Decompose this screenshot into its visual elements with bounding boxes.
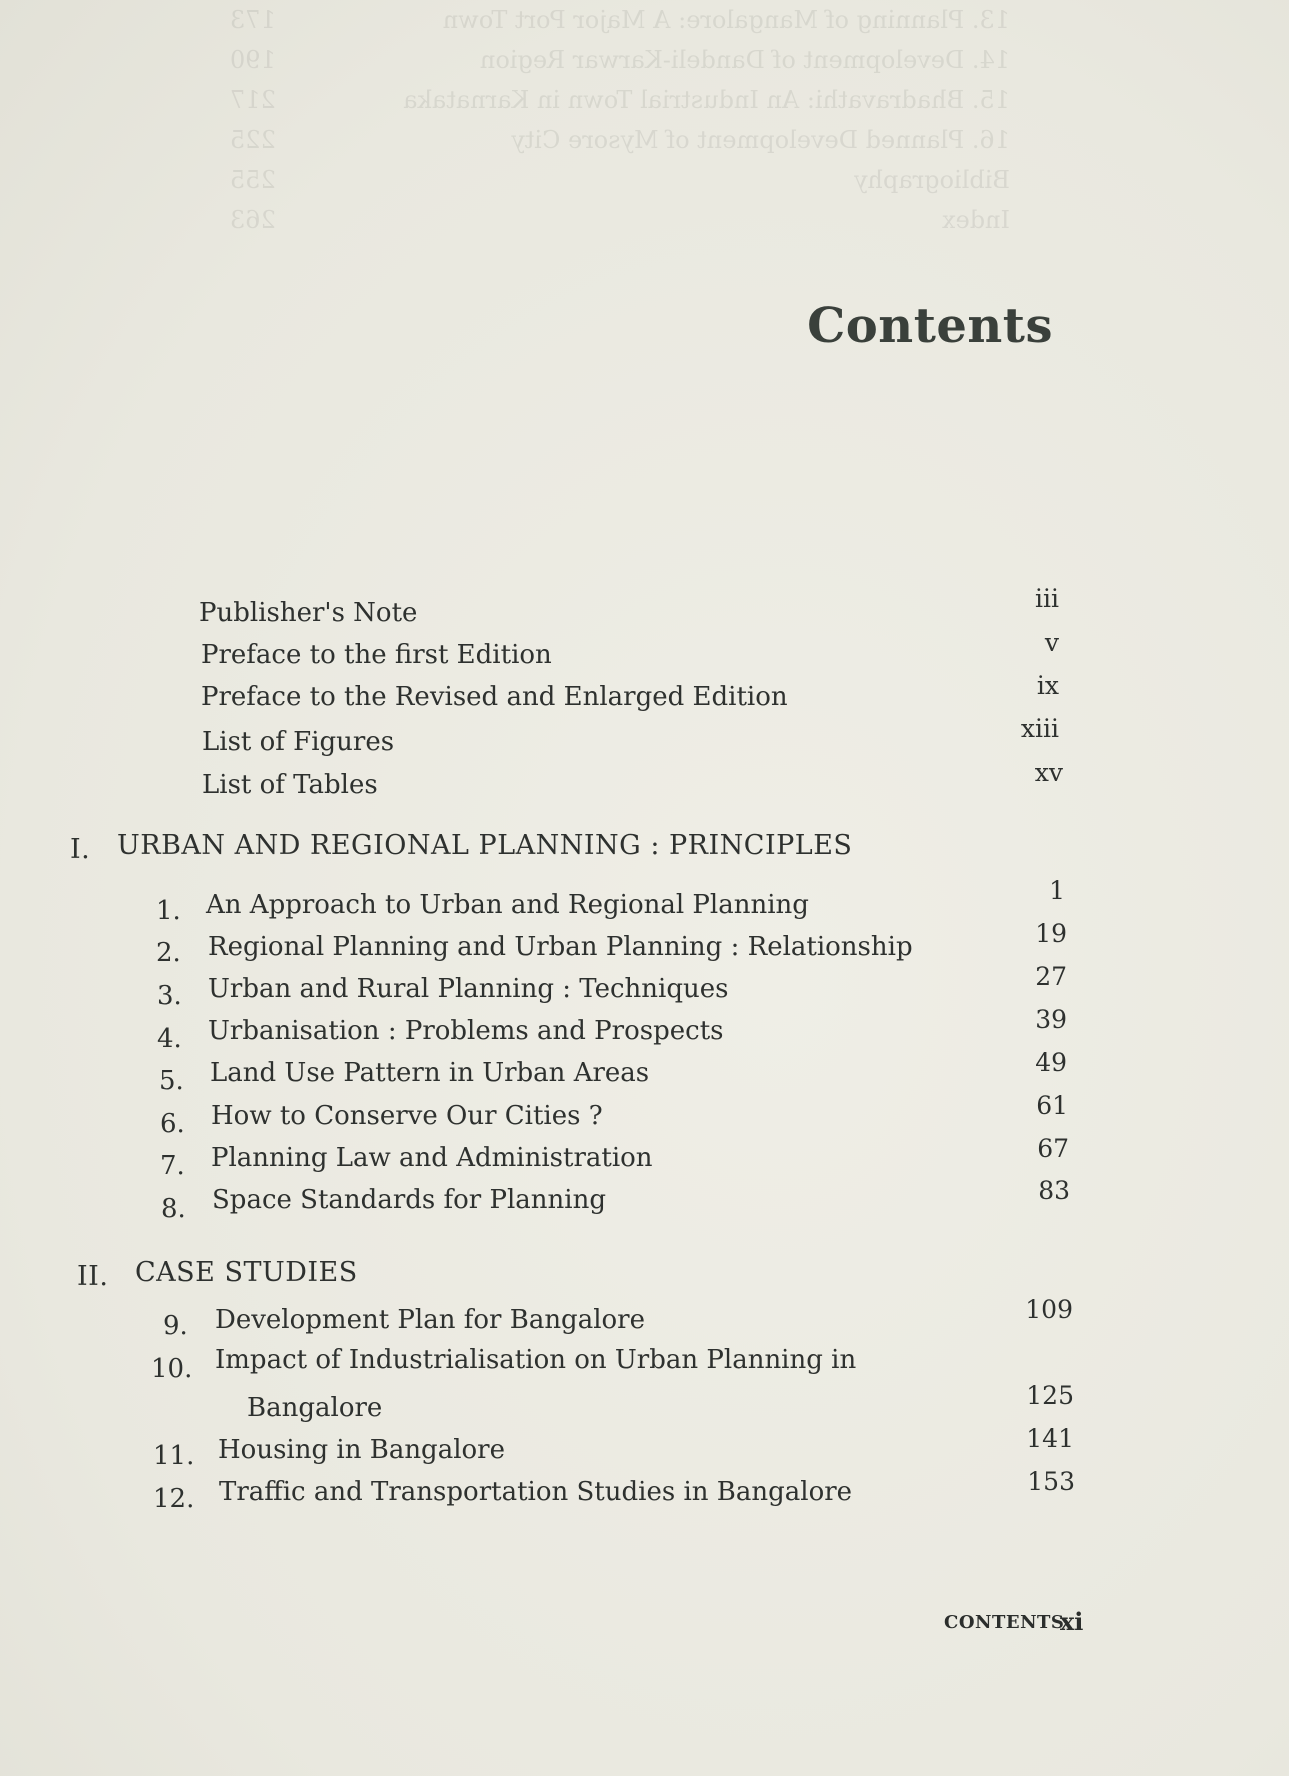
chapter-title: How to Conserve Our Cities ?	[211, 1101, 603, 1131]
chapter-number: 10.	[151, 1354, 193, 1384]
part-title: CASE STUDIES	[135, 1257, 358, 1288]
toc-entry-page: v	[1044, 628, 1059, 657]
bleed-label: 16. Planned Development of Mysore City	[511, 126, 1010, 154]
chapter-number: 9.	[163, 1311, 188, 1341]
chapter-page: 109	[1025, 1295, 1073, 1324]
chapter-page: 1	[1049, 876, 1065, 905]
chapter-title: Housing in Bangalore	[218, 1435, 505, 1465]
bleed-page: 190	[230, 46, 276, 74]
chapter-number: 11.	[153, 1441, 195, 1471]
chapter-number: 6.	[160, 1109, 185, 1139]
chapter-title: Urban and Rural Planning : Techniques	[208, 974, 729, 1004]
bleed-label: 15. Bhadravathi: An Industrial Town in Karnataka	[403, 86, 1010, 114]
bleed-label: Index	[941, 206, 1010, 234]
bleed-page: 173	[230, 6, 276, 34]
chapter-page: 39	[1035, 1005, 1067, 1034]
page-title: Contents	[807, 298, 1053, 354]
chapter-number: 7.	[160, 1151, 185, 1181]
part-numeral: II.	[77, 1261, 109, 1292]
chapter-title: Space Standards for Planning	[212, 1185, 606, 1215]
chapter-title: Regional Planning and Urban Planning : Relationship	[208, 932, 913, 962]
bleed-label: 14. Development of Dandeli-Karwar Region	[479, 46, 1010, 74]
chapter-title: An Approach to Urban and Regional Planning	[206, 890, 809, 920]
running-footer-label: CONTENTS	[944, 1612, 1065, 1633]
bleed-label: Bibliography	[854, 166, 1010, 194]
chapter-title: Urbanisation : Problems and Prospects	[208, 1016, 724, 1046]
chapter-page: 141	[1026, 1424, 1074, 1453]
chapter-page: 27	[1035, 962, 1067, 991]
chapter-page: 67	[1037, 1134, 1069, 1163]
chapter-number: 1.	[156, 896, 181, 926]
chapter-number: 8.	[161, 1194, 186, 1224]
chapter-number: 2.	[156, 938, 181, 968]
chapter-number: 5.	[159, 1066, 184, 1096]
chapter-page: 83	[1038, 1176, 1070, 1205]
chapter-title: Planning Law and Administration	[211, 1143, 653, 1173]
toc-entry-label: Publisher's Note	[199, 598, 418, 628]
chapter-page: 19	[1035, 919, 1067, 948]
running-footer-page-number: xi	[1060, 1607, 1084, 1636]
toc-entry-label: Preface to the Revised and Enlarged Edition	[201, 682, 788, 712]
chapter-title: Land Use Pattern in Urban Areas	[210, 1058, 650, 1088]
chapter-title: Traffic and Transportation Studies in Bangalore	[219, 1477, 853, 1507]
chapter-number: 4.	[157, 1024, 182, 1054]
bleed-page: 225	[230, 126, 276, 154]
toc-entry-page: ix	[1036, 671, 1059, 700]
chapter-page: 61	[1036, 1091, 1068, 1120]
toc-entry-label: Preface to the first Edition	[201, 640, 552, 670]
chapter-title: Development Plan for Bangalore	[215, 1305, 645, 1335]
chapter-number: 12.	[153, 1484, 195, 1514]
bleed-page: 263	[230, 206, 276, 234]
chapter-page: 153	[1027, 1467, 1075, 1496]
bleed-page: 255	[230, 166, 276, 194]
chapter-page: 49	[1035, 1048, 1067, 1077]
toc-entry-page: iii	[1035, 584, 1059, 613]
bleed-page: 217	[230, 86, 276, 114]
chapter-title: Impact of Industrialisation on Urban Planning in	[215, 1345, 857, 1375]
toc-entry-page: xiii	[1020, 714, 1059, 743]
chapter-page: 125	[1026, 1381, 1074, 1410]
bleed-label: 13. Planning of Mangalore: A Major Port Town	[442, 6, 1010, 34]
toc-entry-label: List of Tables	[202, 770, 378, 800]
toc-entry-label: List of Figures	[202, 727, 395, 757]
chapter-title-continued: Bangalore	[247, 1393, 383, 1423]
chapter-number: 3.	[157, 981, 182, 1011]
toc-entry-page: xv	[1034, 758, 1063, 787]
part-numeral: I.	[70, 834, 91, 865]
part-title: URBAN AND REGIONAL PLANNING : PRINCIPLES	[117, 830, 853, 861]
